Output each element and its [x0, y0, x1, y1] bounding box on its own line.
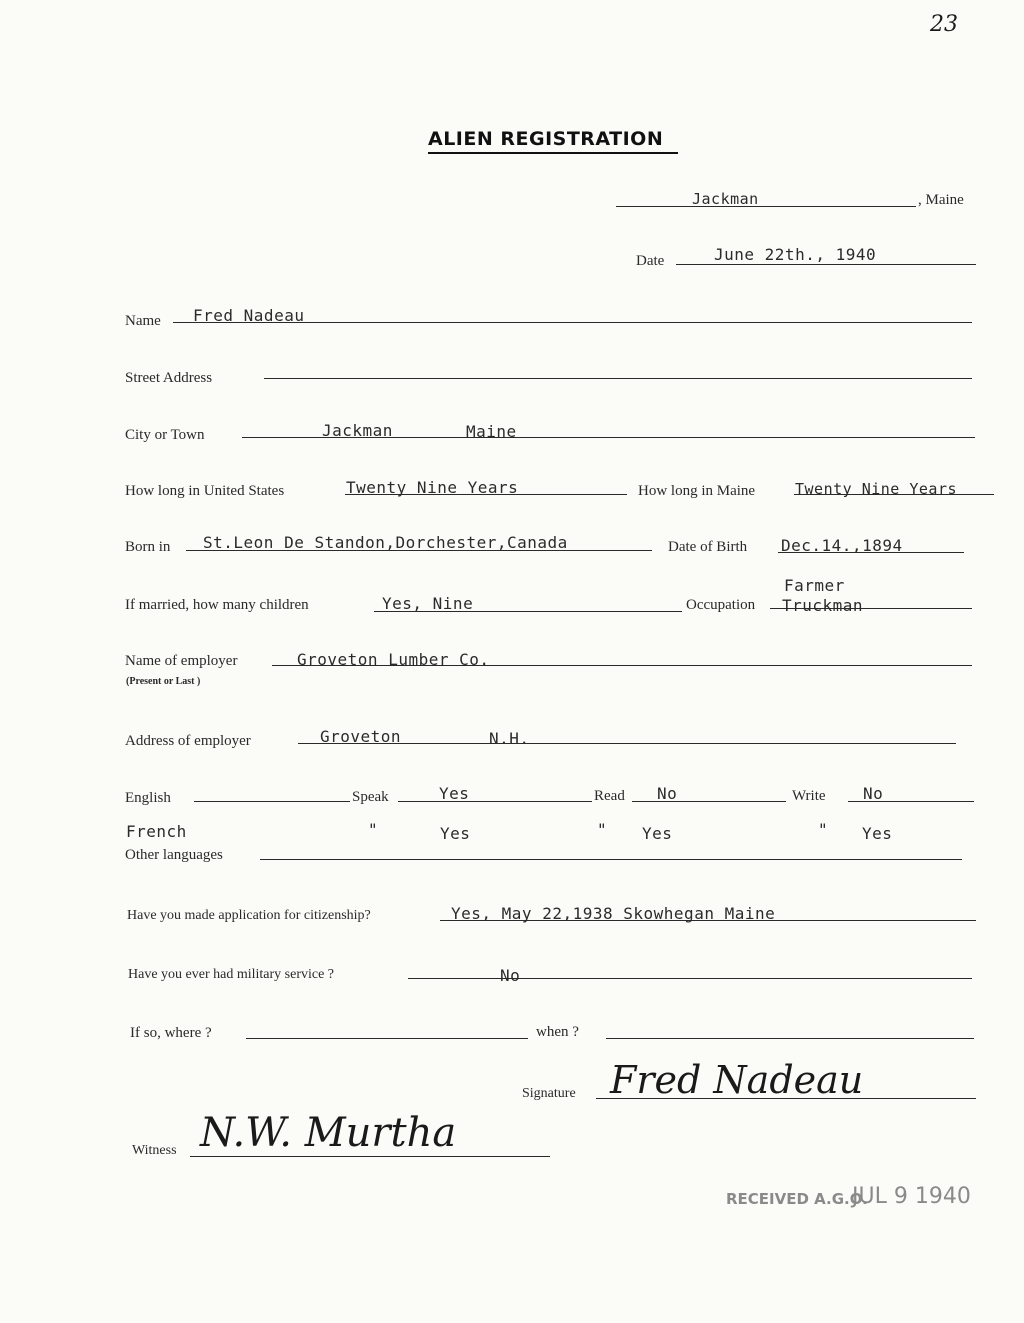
employer-address-city: Groveton	[320, 727, 402, 746]
citizenship-label: Have you made application for citizenship?	[127, 908, 371, 923]
occupation-value-2: Truckman	[782, 596, 864, 615]
name-value: Fred Nadeau	[193, 306, 305, 325]
title-underline	[428, 152, 678, 154]
how-long-maine-value: Twenty Nine Years	[795, 480, 958, 498]
location-state: , Maine	[918, 192, 964, 208]
street-line	[264, 378, 972, 379]
employer-address-state: N.H.	[489, 729, 530, 748]
employer-value: Groveton Lumber Co.	[297, 650, 490, 669]
english-line	[194, 801, 350, 802]
speak-label: Speak	[352, 789, 389, 805]
occupation-label: Occupation	[686, 597, 756, 613]
date-line	[676, 264, 976, 265]
other-languages-line	[260, 859, 962, 860]
city-label: City or Town	[125, 427, 205, 443]
employer-sublabel: (Present or Last )	[126, 676, 201, 687]
military-label: Have you ever had military service ?	[128, 967, 335, 982]
french-label: French	[126, 822, 187, 841]
signature-value: Fred Nadeau	[610, 1058, 864, 1102]
military-value: No	[500, 966, 521, 985]
witness-value: N.W. Murtha	[200, 1110, 457, 1156]
when-line	[606, 1038, 974, 1039]
city-state-value: Maine	[466, 422, 517, 441]
name-label: Name	[125, 313, 161, 329]
french-read-value: Yes	[642, 824, 673, 843]
signature-label: Signature	[522, 1086, 576, 1101]
form-title: ALIEN REGISTRATION	[428, 128, 664, 150]
witness-line	[190, 1156, 550, 1157]
street-label: Street Address	[125, 370, 213, 386]
english-speak-value: Yes	[439, 784, 470, 803]
french-speak-value: Yes	[440, 824, 471, 843]
received-stamp-date: JUL 9 1940	[852, 1184, 971, 1209]
citizenship-value: Yes, May 22,1938 Skowhegan Maine	[451, 904, 776, 923]
french-write-ditto: "	[818, 820, 829, 839]
born-in-value: St.Leon De Standon,Dorchester,Canada	[203, 533, 568, 552]
french-speak-ditto: "	[368, 820, 379, 839]
speak-line	[398, 801, 592, 802]
where-label: If so, where ?	[130, 1025, 212, 1041]
read-label: Read	[594, 788, 625, 804]
other-languages-label: Other languages	[125, 847, 223, 863]
date-label: Date	[636, 253, 665, 269]
date-value: June 22th., 1940	[714, 245, 877, 264]
french-write-value: Yes	[862, 824, 893, 843]
employer-address-label: Address of employer	[125, 733, 251, 749]
read-line	[632, 801, 786, 802]
military-line	[408, 978, 972, 979]
french-read-ditto: "	[597, 820, 608, 839]
page-number: 23	[930, 12, 958, 37]
city-value: Jackman	[322, 421, 393, 440]
where-line	[246, 1038, 528, 1039]
children-value: Yes, Nine	[382, 594, 474, 613]
location-line	[616, 206, 916, 207]
occupation-value-1: Farmer	[784, 576, 845, 595]
how-long-us-label: How long in United States	[125, 483, 285, 499]
received-stamp: RECEIVED A.G.O.	[726, 1190, 868, 1208]
children-label: If married, how many children	[125, 597, 309, 613]
employer-label: Name of employer	[125, 653, 238, 669]
location-city: Jackman	[692, 190, 759, 208]
english-read-value: No	[657, 784, 678, 803]
how-long-maine-label: How long in Maine	[638, 483, 756, 499]
witness-label: Witness	[132, 1143, 177, 1158]
dob-value: Dec.14.,1894	[781, 536, 903, 555]
english-label: English	[125, 790, 171, 806]
write-label: Write	[792, 788, 826, 804]
english-write-value: No	[863, 784, 884, 803]
when-label: when ?	[536, 1024, 579, 1040]
born-in-label: Born in	[125, 539, 171, 555]
how-long-us-value: Twenty Nine Years	[346, 478, 519, 497]
dob-label: Date of Birth	[668, 539, 748, 555]
